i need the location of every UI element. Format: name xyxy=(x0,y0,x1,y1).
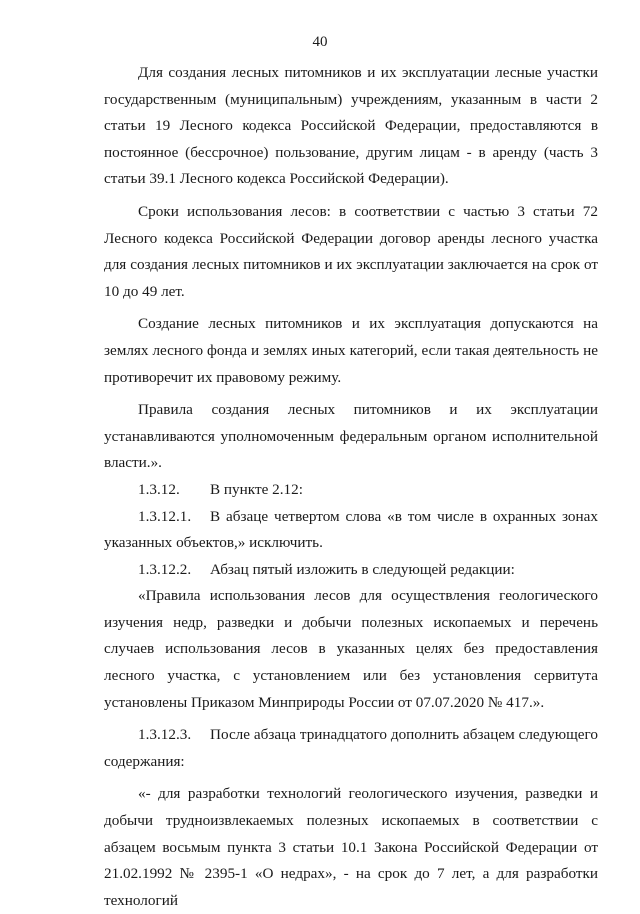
paragraph-land-categories: Создание лесных питомников и их эксплуатация допускаются на землях лесного фонда и землях иных категорий, если такая деятельность не противоречит их правовому режиму. xyxy=(104,315,598,386)
clause-text: В пункте 2.12: xyxy=(210,480,303,498)
clause-1-3-12 xyxy=(104,477,598,504)
page-number: 40 xyxy=(312,34,328,50)
paragraph-nursery-land-provision: Для создания лесных питомников и их эксплуатации лесные участки государственным (муниципальным) учреждениям, указанным в части 2 статьи 19 Лесного кодекса Российской Федерации, предоставляются в постоянное (бессрочное) пользование, другим лицам - в аренду (часть 3 статьи 39.1 Лесного кодекса Российской Федерации). xyxy=(104,64,598,188)
paragraph-hard-to-recover-minerals: «- для разработки технологий геологического изучения, разведки и добычи трудноизвлекаемых полезных ископаемых в соответствии с абзацем восьмым пункта 3 статьи 10.1 Закона Российской Федерации от 21.02.1992 № 2395-1 «О недрах», - на срок до 7 лет, а для разработки технологий xyxy=(104,785,598,909)
document-body xyxy=(104,60,598,914)
paragraph-usage-terms: Сроки использования лесов: в соответствии с частью 3 статьи 72 Лесного кодекса Российской Федерации договор аренды лесного участка для создания лесных питомников и их эксплуатации заключается на срок от 10 до 49 лет. xyxy=(104,202,598,300)
clause-text: Абзац пятый изложить в следующей редакции: xyxy=(210,560,515,578)
clause-1-3-12-1 xyxy=(104,504,598,557)
paragraph-rules-authority: Правила создания лесных питомников и их эксплуатации устанавливаются уполномоченным федеральным органом исполнительной власти.». xyxy=(104,401,598,472)
clause-1-3-12-2 xyxy=(104,557,598,584)
clause-number: 1.3.12.3. xyxy=(138,726,192,744)
clause-text: После абзаца тринадцатого дополнить абзацем следующего содержания: xyxy=(104,726,598,770)
clause-text: В абзаце четвертом слова «в том числе в охранных зонах указанных объектов,» исключить. xyxy=(104,507,598,552)
clause-number: 1.3.12.1. xyxy=(138,507,192,525)
clause-number: 1.3.12. xyxy=(138,480,180,498)
clause-1-3-12-3 xyxy=(104,722,598,775)
clause-number: 1.3.12.2. xyxy=(138,560,192,578)
paragraph-geological-rules: «Правила использования лесов для осуществления геологического изучения недр, разведки и добычи полезных ископаемых и перечень случаев использования лесов в указанных целях без предоставления лесного участка, с установлением или без установления сервитута установлены Приказом Минприроды России от 07.07.2020 № 417.». xyxy=(104,587,598,711)
